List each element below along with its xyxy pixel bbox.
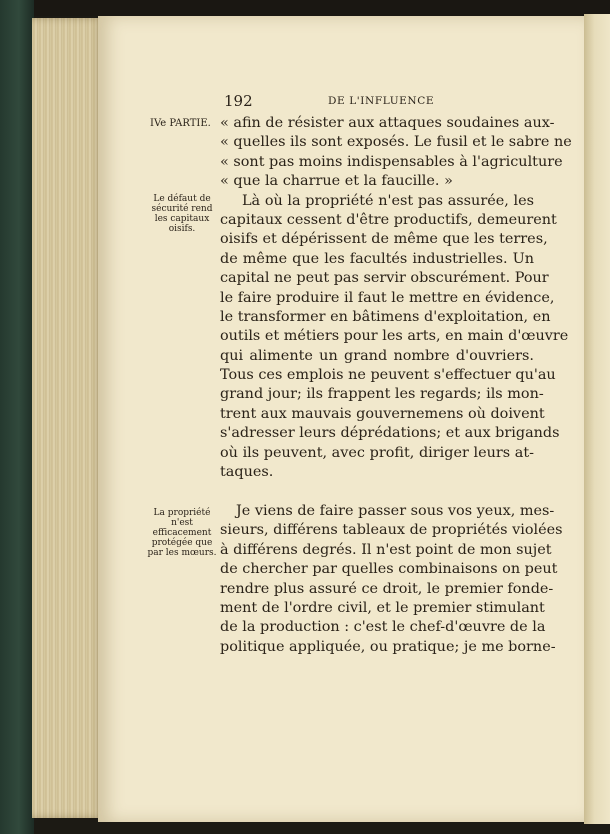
text-line: de même que les facultés industrielles. Un	[220, 250, 534, 267]
text-line: à différens degrés. Il n'est point de mon sujet	[220, 541, 552, 558]
text-line: grand jour; ils frappent les regards; ils mon-	[220, 386, 544, 403]
background-top	[0, 0, 610, 16]
margin-note-line: oisifs.	[168, 224, 196, 234]
part-label: IVe PARTIE.	[150, 118, 211, 129]
book-cover-binding	[0, 0, 34, 834]
margin-note-line: efficacement	[152, 528, 212, 538]
text-line: de la production : c'est le chef-d'œuvre de la	[220, 619, 546, 636]
text-line: capitaux cessent d'être productifs, demeurent	[220, 211, 557, 228]
margin-note-line: les capitaux	[154, 214, 210, 224]
text-line: de chercher par quelles combinaisons on peut	[220, 561, 558, 578]
text-line: Je viens de faire passer sous vos yeux, mes-	[236, 503, 555, 519]
text-line: qui alimente un grand nombre d'ouvriers.	[220, 347, 534, 364]
page-number: 192	[224, 92, 253, 110]
facing-page-edge	[584, 14, 610, 824]
margin-note-security	[146, 194, 218, 234]
text-line: sieurs, différens tableaux de propriétés violées	[220, 522, 563, 539]
margin-note-line: n'est	[171, 518, 193, 528]
running-head: DE L'INFLUENCE	[328, 95, 435, 107]
text-line: « sont pas moins indispensables à l'agriculture	[220, 153, 563, 170]
margin-note-line: par les mœurs.	[147, 548, 217, 558]
text-line: Là où la propriété n'est pas assurée, les	[242, 192, 534, 209]
text-line: capital ne peut pas servir obscurément. Pour	[220, 270, 549, 287]
margin-note-property	[146, 508, 218, 558]
text-line: politique appliquée, ou pratique; je me borne-	[220, 638, 556, 655]
text-line: ment de l'ordre civil, et le premier stimulant	[220, 599, 545, 616]
text-line: outils et métiers pour les arts, en main d'œuvre	[220, 328, 569, 345]
text-line: rendre plus assuré ce droit, le premier fonde-	[220, 580, 554, 597]
margin-note-line: protégée que	[151, 538, 213, 548]
text-line: « afin de résister aux attaques soudaines aux-	[220, 115, 555, 131]
margin-note-line: sécurité rend	[151, 204, 213, 214]
margin-note-line: Le défaut de	[153, 194, 211, 204]
body-paragraphs-2	[220, 502, 563, 657]
text-line: « quelles ils sont exposés. Le fusil et le sabre ne	[220, 134, 572, 151]
text-line: taques.	[220, 464, 274, 481]
text-line: le transformer en bâtimens d'exploitation, en	[220, 308, 551, 325]
page-edges-left	[32, 18, 104, 818]
margin-note-line: La propriété	[153, 508, 211, 518]
text-line: s'adresser leurs déprédations; et aux brigands	[220, 425, 560, 442]
text-line: Tous ces emplois ne peuvent s'effectuer qu'au	[220, 367, 556, 384]
text-line: « que la charrue et la faucille. »	[220, 173, 453, 190]
text-line: trent aux mauvais gouvernemens où doivent	[220, 405, 545, 422]
text-line: oisifs et dépérissent de même que les terres,	[220, 231, 548, 248]
body-paragraphs-1	[220, 114, 572, 482]
page-header	[224, 92, 534, 112]
text-line: où ils peuvent, avec profit, diriger leurs at-	[220, 444, 534, 461]
text-line: le faire produire il faut le mettre en évidence,	[220, 289, 555, 306]
